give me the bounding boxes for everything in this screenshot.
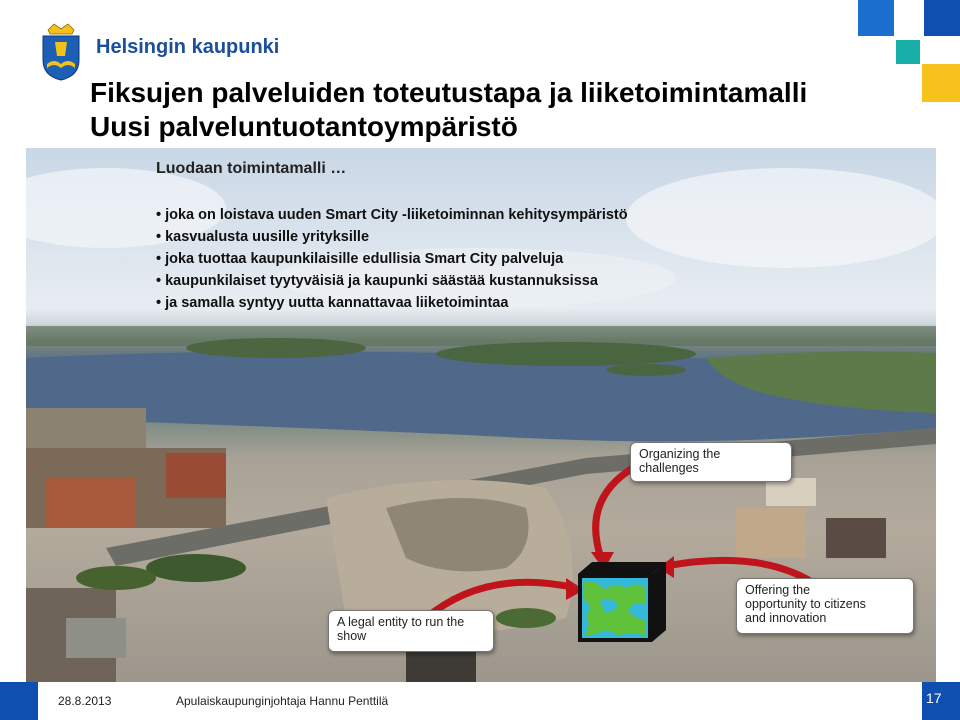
intro-heading: Luodaan toimintamalli … (156, 160, 347, 177)
callout-text: show (337, 629, 367, 643)
callout-legal-entity (328, 610, 494, 652)
bullet-list (156, 204, 628, 314)
bullet-item: • joka tuottaa kaupunkilaisille edullisia Smart City palveluja (156, 248, 628, 270)
callout-organizing (630, 442, 792, 482)
brand-name: Helsingin kaupunki (96, 36, 280, 58)
title-line-1: Fiksujen palveluiden toteutustapa ja liiketoimintamalli (90, 77, 808, 108)
aerial-photo (26, 148, 936, 682)
callout-text: Organizing the (639, 447, 721, 461)
page-number: 17 (926, 690, 942, 706)
bullet-item: • joka on loistava uuden Smart City -liiketoiminnan kehitysympäristö (156, 204, 628, 226)
title-line-2: Uusi palveluntuotantoympäristö (90, 111, 518, 142)
decor-square-blue (858, 0, 894, 36)
callout-text: A legal entity to run the (337, 615, 465, 629)
decor-square-bottom-left (0, 682, 38, 720)
footer-date: 28.8.2013 (58, 694, 112, 708)
callout-text: challenges (639, 461, 699, 475)
callout-offering (736, 578, 914, 634)
bullet-item: • ja samalla syntyy uutta kannattavaa liiketoimintaa (156, 292, 628, 314)
decor-square-dark-blue (924, 0, 960, 36)
page-title (90, 76, 807, 144)
callout-text: and innovation (745, 611, 827, 625)
callout-text: opportunity to citizens (745, 597, 866, 611)
decor-square-yellow (922, 64, 960, 102)
callout-text: Offering the (745, 583, 811, 597)
helsinki-crest-icon (40, 20, 82, 82)
decor-square-teal (896, 40, 920, 64)
footer-author: Apulaiskaupunginjohtaja Hannu Penttilä (176, 694, 389, 708)
bullet-item: • kasvualusta uusille yrityksille (156, 226, 628, 248)
green-cube-icon (574, 560, 670, 644)
bullet-item: • kaupunkilaiset tyytyväisiä ja kaupunki säästää kustannuksissa (156, 270, 628, 292)
